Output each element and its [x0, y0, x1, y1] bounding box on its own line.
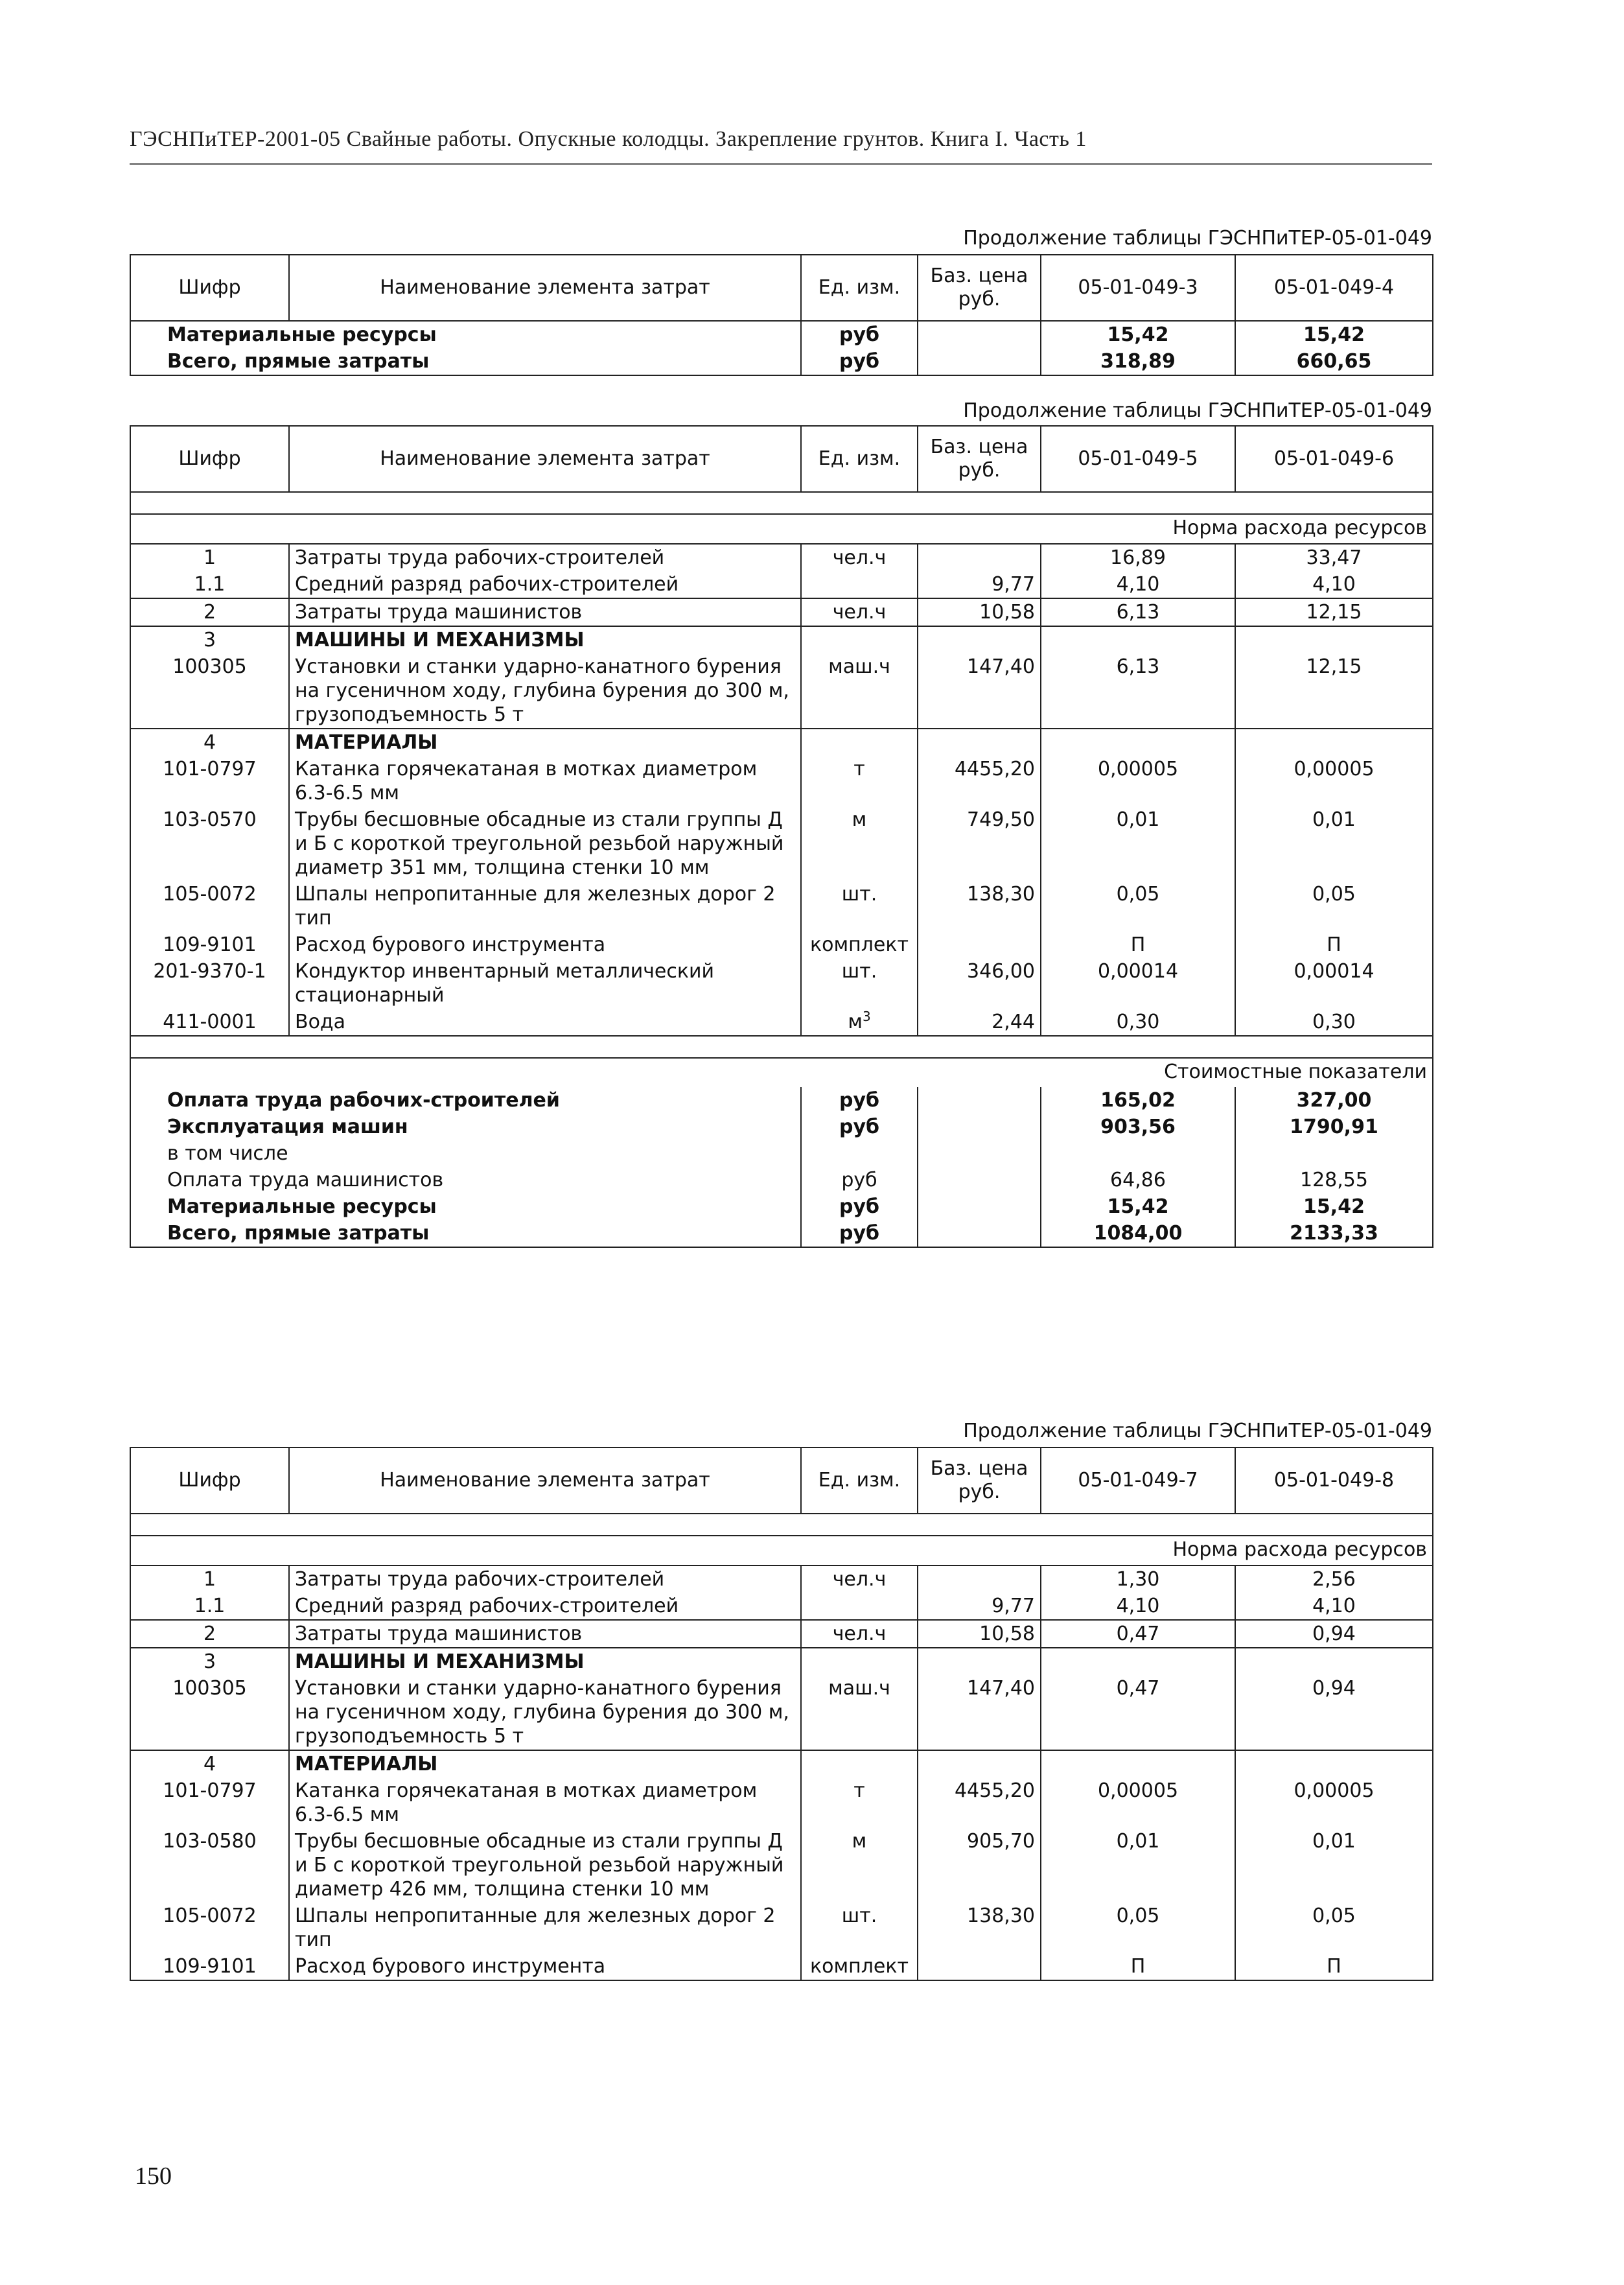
cost-value-b: 15,42	[1235, 1193, 1433, 1220]
row-name: Расход бурового инструмента	[289, 932, 801, 958]
row-value-b: 33,47	[1235, 544, 1433, 571]
row-unit: т	[801, 756, 918, 806]
row-price	[918, 321, 1041, 348]
column-header-rate-b: 05-01-049-6	[1235, 426, 1433, 492]
row-name: Катанка горячекатаная в мотках диаметром 6.3-6.5 мм	[289, 1777, 801, 1828]
cost-value-b: 1790,91	[1235, 1114, 1433, 1140]
row-value-b: 0,30	[1235, 1009, 1433, 1036]
row-value-a: 6,13	[1041, 653, 1235, 729]
row-code: 103-0570	[130, 806, 289, 881]
row-price	[918, 932, 1041, 958]
cost-price	[918, 1220, 1041, 1247]
page-header: ГЭСНПиТЕР-2001-05 Свайные работы. Опускные колодцы. Закрепление грунтов. Книга I. Часть 1	[130, 127, 1432, 165]
row-name: Установки и станки ударно-канатного бурения на гусеничном ходу, глубина бурения до 300 м, грузоподъемность 5 т	[289, 653, 801, 729]
cost-unit	[801, 1140, 918, 1167]
row-price: 9,77	[918, 1593, 1041, 1620]
row-value-b: 0,05	[1235, 1903, 1433, 1953]
cost-value-a: 1084,00	[1041, 1220, 1235, 1247]
row-unit: м	[801, 806, 918, 881]
row-unit	[801, 1009, 918, 1036]
table-row	[130, 1620, 1433, 1648]
row-code: 2	[130, 598, 289, 626]
row-code: 109-9101	[130, 932, 289, 958]
row-name: Затраты труда рабочих-строителей	[289, 1565, 801, 1593]
table-row	[130, 348, 1433, 375]
table-row	[130, 544, 1433, 571]
row-unit: чел.ч	[801, 1620, 918, 1648]
cost-unit: руб	[801, 1114, 918, 1140]
row-value-a	[1041, 1750, 1235, 1777]
row-unit: м	[801, 1828, 918, 1903]
row-name: Затраты труда машинистов	[289, 598, 801, 626]
row-value-a	[1041, 1648, 1235, 1675]
row-value-b: 0,94	[1235, 1620, 1433, 1648]
table-row	[130, 1777, 1433, 1828]
table-row	[130, 321, 1433, 348]
resource-table	[130, 425, 1433, 1248]
row-value-b: 15,42	[1235, 321, 1433, 348]
row-code: 105-0072	[130, 881, 289, 932]
section-label-norms: Норма расхода ресурсов	[130, 514, 1433, 544]
row-unit: маш.ч	[801, 1675, 918, 1750]
row-code: 1	[130, 544, 289, 571]
row-value-b: 0,00014	[1235, 958, 1433, 1009]
row-value-b: П	[1235, 1953, 1433, 1980]
column-header-name: Наименование элемента затрат	[289, 426, 801, 492]
row-code: 103-0580	[130, 1828, 289, 1903]
row-code: 201-9370-1	[130, 958, 289, 1009]
row-value-b: 4,10	[1235, 1593, 1433, 1620]
column-header-unit: Ед. изм.	[801, 255, 918, 321]
row-value-a: 0,00014	[1041, 958, 1235, 1009]
row-unit	[801, 626, 918, 653]
row-value-a: 4,10	[1041, 571, 1235, 598]
row-name: МАТЕРИАЛЫ	[289, 1750, 801, 1777]
row-price	[918, 626, 1041, 653]
row-price	[918, 1565, 1041, 1593]
table-row	[130, 958, 1433, 1009]
table-row	[130, 1903, 1433, 1953]
row-value-b: 0,00005	[1235, 756, 1433, 806]
cost-value-a: 15,42	[1041, 1193, 1235, 1220]
row-value-a: 15,42	[1041, 321, 1235, 348]
cost-name: Эксплуатация машин	[130, 1114, 801, 1140]
row-price: 138,30	[918, 1903, 1041, 1953]
cost-row	[130, 1140, 1433, 1167]
row-price: 346,00	[918, 958, 1041, 1009]
row-price	[918, 1648, 1041, 1675]
cost-value-b: 327,00	[1235, 1087, 1433, 1114]
cost-rows	[130, 1087, 1433, 1247]
row-value-a: 6,13	[1041, 598, 1235, 626]
table-caption: Продолжение таблицы ГЭСНПиТЕР-05-01-049	[963, 227, 1432, 250]
row-unit-exponent: 3	[862, 1009, 871, 1024]
row-unit: т	[801, 1777, 918, 1828]
row-code: 4	[130, 729, 289, 756]
row-name: Катанка горячекатаная в мотках диаметром 6.3-6.5 мм	[289, 756, 801, 806]
cost-row	[130, 1167, 1433, 1193]
cost-value-b: 128,55	[1235, 1167, 1433, 1193]
row-price: 10,58	[918, 598, 1041, 626]
table-caption: Продолжение таблицы ГЭСНПиТЕР-05-01-049	[963, 1420, 1432, 1442]
row-price	[918, 729, 1041, 756]
row-unit: комплект	[801, 1953, 918, 1980]
row-name: МАШИНЫ И МЕХАНИЗМЫ	[289, 626, 801, 653]
column-header-price: Баз. цена руб.	[918, 255, 1041, 321]
cost-unit: руб	[801, 1220, 918, 1247]
table-row	[130, 1648, 1433, 1675]
row-unit	[801, 1750, 918, 1777]
column-header-code: Шифр	[130, 426, 289, 492]
row-name: Всего, прямые затраты	[130, 348, 801, 375]
row-name: МАШИНЫ И МЕХАНИЗМЫ	[289, 1648, 801, 1675]
row-value-b	[1235, 729, 1433, 756]
row-value-a: 1,30	[1041, 1565, 1235, 1593]
row-unit	[801, 729, 918, 756]
cost-row	[130, 1193, 1433, 1220]
column-header-rate-a: 05-01-049-3	[1041, 255, 1235, 321]
row-name: Трубы бесшовные обсадные из стали группы Д и Б с короткой треугольной резьбой наружный диаметр 351 мм, толщина стенки 10 мм	[289, 806, 801, 881]
row-value-a: 0,47	[1041, 1675, 1235, 1750]
row-value-a: 16,89	[1041, 544, 1235, 571]
row-name: Затраты труда машинистов	[289, 1620, 801, 1648]
row-value-a	[1041, 729, 1235, 756]
row-price	[918, 544, 1041, 571]
column-header-name: Наименование элемента затрат	[289, 1447, 801, 1514]
cost-price	[918, 1140, 1041, 1167]
cost-name: Материальные ресурсы	[130, 1193, 801, 1220]
table-row	[130, 1593, 1433, 1620]
cost-name: Оплата труда рабочих-строителей	[130, 1087, 801, 1114]
cost-price	[918, 1087, 1041, 1114]
column-header-unit: Ед. изм.	[801, 426, 918, 492]
table-row	[130, 598, 1433, 626]
cost-row	[130, 1087, 1433, 1114]
row-name: Средний разряд рабочих-строителей	[289, 1593, 801, 1620]
row-unit: чел.ч	[801, 1565, 918, 1593]
row-price: 9,77	[918, 571, 1041, 598]
row-value-b: П	[1235, 932, 1433, 958]
row-value-a	[1041, 626, 1235, 653]
resource-rows	[130, 544, 1433, 1036]
table-row	[130, 1953, 1433, 1980]
row-code: 2	[130, 1620, 289, 1648]
row-value-a: П	[1041, 1953, 1235, 1980]
cost-price	[918, 1193, 1041, 1220]
cost-price	[918, 1114, 1041, 1140]
cost-unit: руб	[801, 1167, 918, 1193]
row-name: Материальные ресурсы	[130, 321, 801, 348]
row-price: 147,40	[918, 653, 1041, 729]
row-code: 100305	[130, 653, 289, 729]
row-code: 109-9101	[130, 1953, 289, 1980]
summary-table	[130, 254, 1433, 376]
column-header-rate-b: 05-01-049-4	[1235, 255, 1433, 321]
cost-value-a	[1041, 1140, 1235, 1167]
row-value-b: 12,15	[1235, 598, 1433, 626]
cost-name: Оплата труда машинистов	[130, 1167, 801, 1193]
row-code: 101-0797	[130, 756, 289, 806]
row-value-b: 0,05	[1235, 881, 1433, 932]
row-value-a: 0,05	[1041, 881, 1235, 932]
row-value-b: 0,01	[1235, 1828, 1433, 1903]
row-unit: шт.	[801, 1903, 918, 1953]
row-code: 101-0797	[130, 1777, 289, 1828]
table-row	[130, 1828, 1433, 1903]
row-code: 4	[130, 1750, 289, 1777]
row-name: Трубы бесшовные обсадные из стали группы Д и Б с короткой треугольной резьбой наружный диаметр 426 мм, толщина стенки 10 мм	[289, 1828, 801, 1903]
row-code: 1	[130, 1565, 289, 1593]
cost-name: в том числе	[130, 1140, 801, 1167]
table-row	[130, 932, 1433, 958]
row-name: МАТЕРИАЛЫ	[289, 729, 801, 756]
row-code: 3	[130, 1648, 289, 1675]
row-unit: руб	[801, 321, 918, 348]
row-code: 3	[130, 626, 289, 653]
row-value-a: 0,00005	[1041, 756, 1235, 806]
table-row	[130, 571, 1433, 598]
column-header-price: Баз. цена руб.	[918, 1447, 1041, 1514]
column-header-rate-b: 05-01-049-8	[1235, 1447, 1433, 1514]
row-code: 1.1	[130, 1593, 289, 1620]
row-unit	[801, 1648, 918, 1675]
row-unit-base: м	[848, 1011, 863, 1033]
column-header-code: Шифр	[130, 1447, 289, 1514]
row-price: 10,58	[918, 1620, 1041, 1648]
table-row	[130, 653, 1433, 729]
row-code: 411-0001	[130, 1009, 289, 1036]
table-row	[130, 881, 1433, 932]
row-name: Затраты труда рабочих-строителей	[289, 544, 801, 571]
row-value-b: 0,94	[1235, 1675, 1433, 1750]
row-price: 4455,20	[918, 756, 1041, 806]
row-name: Шпалы непропитанные для железных дорог 2 тип	[289, 881, 801, 932]
cost-value-b	[1235, 1140, 1433, 1167]
row-name: Вода	[289, 1009, 801, 1036]
row-value-a: 0,00005	[1041, 1777, 1235, 1828]
cost-value-a: 165,02	[1041, 1087, 1235, 1114]
row-unit: руб	[801, 348, 918, 375]
row-price	[918, 348, 1041, 375]
table-caption: Продолжение таблицы ГЭСНПиТЕР-05-01-049	[963, 399, 1432, 422]
row-unit: шт.	[801, 958, 918, 1009]
row-unit: чел.ч	[801, 598, 918, 626]
row-name: Расход бурового инструмента	[289, 1953, 801, 1980]
column-header-code: Шифр	[130, 255, 289, 321]
row-value-b: 2,56	[1235, 1565, 1433, 1593]
row-name: Установки и станки ударно-канатного бурения на гусеничном ходу, глубина бурения до 300 м, грузоподъемность 5 т	[289, 1675, 801, 1750]
row-unit	[801, 1593, 918, 1620]
section-label-costs: Стоимостные показатели	[130, 1058, 1433, 1087]
cost-unit: руб	[801, 1087, 918, 1114]
section-label-norms: Норма расхода ресурсов	[130, 1536, 1433, 1565]
row-value-b: 0,01	[1235, 806, 1433, 881]
row-name: Кондуктор инвентарный металлический стационарный	[289, 958, 801, 1009]
row-unit: комплект	[801, 932, 918, 958]
row-price: 147,40	[918, 1675, 1041, 1750]
row-value-b	[1235, 1750, 1433, 1777]
row-value-a: П	[1041, 932, 1235, 958]
cost-price	[918, 1167, 1041, 1193]
resource-table-2	[130, 1447, 1433, 1981]
row-unit: чел.ч	[801, 544, 918, 571]
row-value-a: 0,05	[1041, 1903, 1235, 1953]
column-header-name: Наименование элемента затрат	[289, 255, 801, 321]
row-value-b: 4,10	[1235, 571, 1433, 598]
row-value-a: 4,10	[1041, 1593, 1235, 1620]
row-unit	[801, 571, 918, 598]
row-code: 1.1	[130, 571, 289, 598]
row-unit: шт.	[801, 881, 918, 932]
row-value-b: 660,65	[1235, 348, 1433, 375]
cost-unit: руб	[801, 1193, 918, 1220]
row-code: 100305	[130, 1675, 289, 1750]
cost-row	[130, 1114, 1433, 1140]
column-header-rate-a: 05-01-049-5	[1041, 426, 1235, 492]
row-value-b: 12,15	[1235, 653, 1433, 729]
table-row	[130, 1675, 1433, 1750]
row-name: Шпалы непропитанные для железных дорог 2 тип	[289, 1903, 801, 1953]
row-value-b	[1235, 1648, 1433, 1675]
row-price	[918, 1953, 1041, 1980]
row-value-a: 0,01	[1041, 1828, 1235, 1903]
row-value-a: 318,89	[1041, 348, 1235, 375]
row-name: Средний разряд рабочих-строителей	[289, 571, 801, 598]
table-row	[130, 806, 1433, 881]
cost-value-b: 2133,33	[1235, 1220, 1433, 1247]
table-row	[130, 1750, 1433, 1777]
row-price: 905,70	[918, 1828, 1041, 1903]
row-value-a: 0,47	[1041, 1620, 1235, 1648]
row-price: 2,44	[918, 1009, 1041, 1036]
cost-value-a: 903,56	[1041, 1114, 1235, 1140]
row-value-b: 0,00005	[1235, 1777, 1433, 1828]
table-row	[130, 729, 1433, 756]
cost-value-a: 64,86	[1041, 1167, 1235, 1193]
row-value-b	[1235, 626, 1433, 653]
page-number: 150	[135, 2162, 172, 2190]
row-code: 105-0072	[130, 1903, 289, 1953]
table-row	[130, 1565, 1433, 1593]
column-header-rate-a: 05-01-049-7	[1041, 1447, 1235, 1514]
cost-row	[130, 1220, 1433, 1247]
row-unit: маш.ч	[801, 653, 918, 729]
table-row	[130, 1009, 1433, 1036]
table-row	[130, 756, 1433, 806]
table-row	[130, 626, 1433, 653]
column-header-unit: Ед. изм.	[801, 1447, 918, 1514]
resource-rows	[130, 1565, 1433, 1980]
row-price	[918, 1750, 1041, 1777]
row-value-a: 0,30	[1041, 1009, 1235, 1036]
row-value-a: 0,01	[1041, 806, 1235, 881]
cost-name: Всего, прямые затраты	[130, 1220, 801, 1247]
row-price: 138,30	[918, 881, 1041, 932]
row-price: 749,50	[918, 806, 1041, 881]
row-price: 4455,20	[918, 1777, 1041, 1828]
column-header-price: Баз. цена руб.	[918, 426, 1041, 492]
